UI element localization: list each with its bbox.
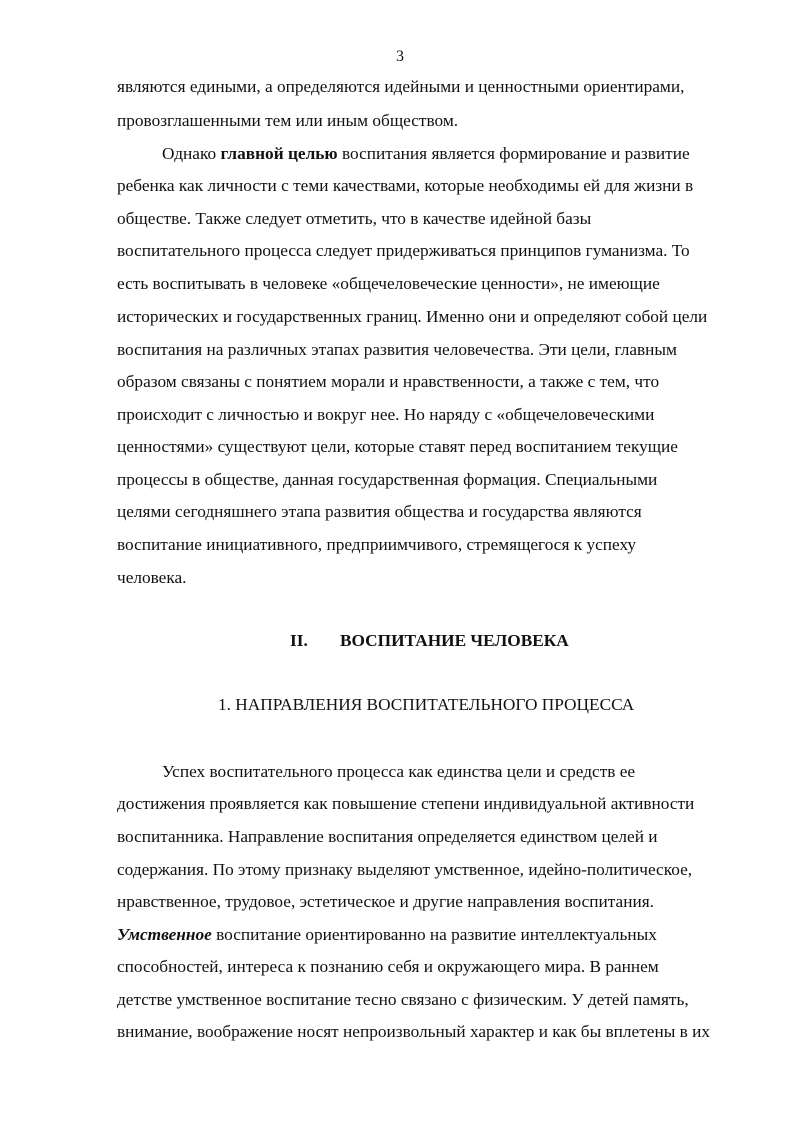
text-line: образом связаны с понятием морали и нравственности, а также с тем, что <box>117 372 660 391</box>
section-number: II. <box>290 631 308 650</box>
text-line: целями сегодняшнего этапа развития общества и государства являются <box>117 502 642 521</box>
section-title: ВОСПИТАНИЕ ЧЕЛОВЕКА <box>340 631 569 650</box>
text-line: воспитание инициативного, предприимчивого, стремящегося к успеху <box>117 535 637 554</box>
text-span: воспитание ориентированно на развитие интеллектуальных <box>211 925 657 944</box>
text-line: обществе. Также следует отметить, что в качестве идейной базы <box>117 209 592 228</box>
text-line: внимание, воображение носят непроизвольный характер и как бы вплетены в их <box>117 1022 710 1041</box>
bold-term: главной целью <box>220 144 338 163</box>
text-line: ценностями» существуют цели, которые ставят перед воспитанием текущие <box>117 437 678 456</box>
text-line: ребенка как личности с теми качествами, которые необходимы ей для жизни в <box>117 176 694 195</box>
text-line: являются едиными, а определяются идейными и ценностными ориентирами, <box>117 77 685 96</box>
text-line: происходит с личностью и вокруг нее. Но наряду с «общечеловеческими <box>117 405 655 424</box>
text-line: способностей, интереса к познанию себя и окружающего мира. В раннем <box>117 957 659 976</box>
text-line: Успех воспитательного процесса как единства цели и средств ее <box>162 762 636 781</box>
text-span: воспитания является формирование и развитие <box>337 144 690 163</box>
text-line: человека. <box>117 568 187 587</box>
text-line: достижения проявляется как повышение степени индивидуальной активности <box>117 794 695 813</box>
text-line: воспитательного процесса следует придерживаться принципов гуманизма. То <box>117 241 690 260</box>
subsection-title: 1. НАПРАВЛЕНИЯ ВОСПИТАТЕЛЬНОГО ПРОЦЕССА <box>218 695 635 714</box>
text-line: воспитания на различных этапах развития человечества. Эти цели, главным <box>117 340 677 359</box>
text-line: нравственное, трудовое, эстетическое и другие направления воспитания. <box>117 892 654 911</box>
paragraph-first-line <box>162 143 690 165</box>
text-line-with-term <box>117 924 657 946</box>
text-line: содержания. По этому признаку выделяют умственное, идейно-политическое, <box>117 860 693 879</box>
text-line: провозглашенными тем или иным обществом. <box>117 111 459 130</box>
text-line: есть воспитывать в человеке «общечеловеческие ценности», не имеющие <box>117 274 660 293</box>
text-line: детстве умственное воспитание тесно связано с физическим. У детей память, <box>117 990 689 1009</box>
bold-italic-term: Умственное <box>117 925 212 944</box>
text-span: Однако <box>162 144 221 163</box>
text-line: воспитанника. Направление воспитания определяется единством целей и <box>117 827 658 846</box>
text-line: процессы в обществе, данная государственная формация. Специальными <box>117 470 658 489</box>
page-number: 3 <box>396 48 404 65</box>
text-line: исторических и государственных границ. Именно они и определяют собой цели <box>117 307 708 326</box>
